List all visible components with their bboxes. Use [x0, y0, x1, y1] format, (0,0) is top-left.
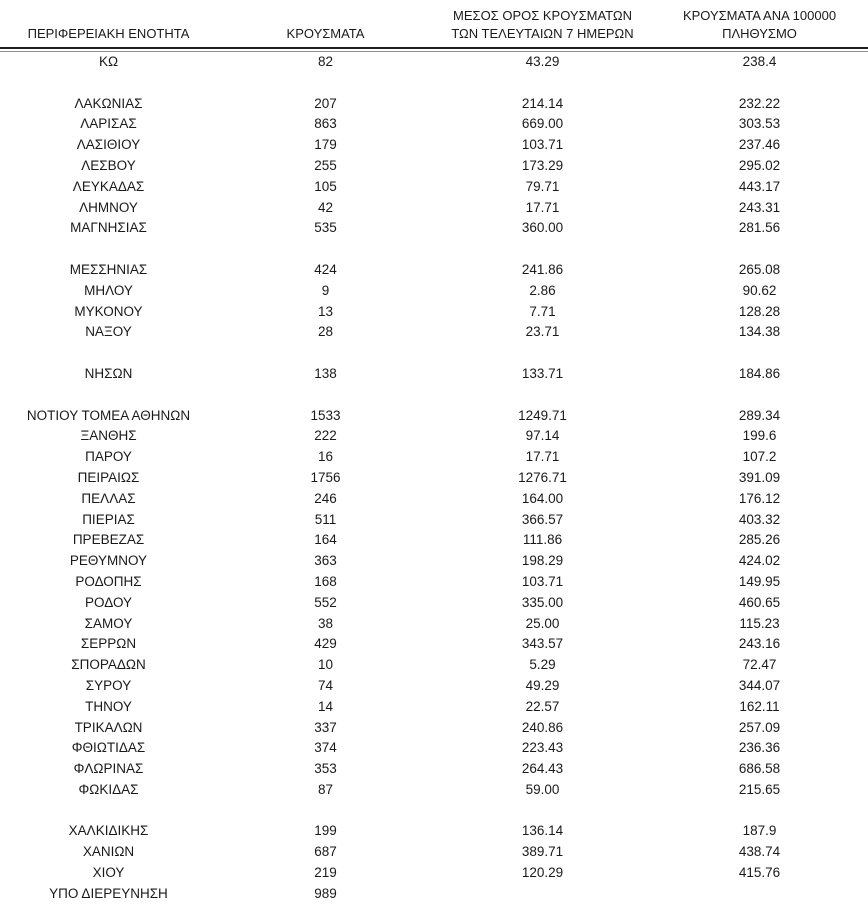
table-row [0, 156, 868, 177]
cell-region: ΣΥΡΟΥ [85, 677, 132, 693]
cell-region [0, 385, 217, 406]
table-row [0, 218, 868, 239]
cell-region: ΧΙΟΥ [92, 865, 125, 881]
col-header-cases-line1: ΚΡΟΥΣΜΑΤΑ [286, 26, 365, 41]
cell-per100k: 438.74 [738, 844, 781, 860]
cell-avg7: 240.86 [521, 719, 564, 735]
cell-cases: 82 [317, 54, 334, 69]
table-row [0, 135, 868, 156]
cell-avg7: 223.43 [521, 740, 564, 756]
table-row [0, 572, 868, 593]
table-row [0, 759, 868, 780]
table-row [0, 302, 868, 323]
col-header-per100k-line2: ΠΛΗΘΥΣΜΟ [722, 26, 797, 41]
cell-region [0, 801, 217, 822]
cell-avg7: 264.43 [521, 761, 564, 777]
cell-cases: 42 [317, 199, 334, 215]
cell-avg7: 198.29 [521, 553, 564, 569]
cell-cases: 863 [314, 116, 337, 132]
cell-cases: 246 [314, 490, 337, 506]
cell-cases: 363 [314, 553, 337, 569]
cell-cases [217, 239, 434, 260]
col-header-avg7-line2: ΤΩΝ ΤΕΛΕΥΤΑΙΩΝ 7 ΗΜΕΡΩΝ [451, 26, 634, 41]
cell-cases: 255 [314, 157, 337, 173]
table-row [0, 177, 868, 198]
table-row [0, 447, 868, 468]
cell-per100k: 424.02 [738, 553, 781, 569]
cell-cases: 337 [314, 719, 337, 735]
cell-cases: 9 [321, 282, 330, 298]
table-row [0, 364, 868, 385]
cell-avg7: 103.71 [521, 137, 564, 153]
cell-avg7: 214.14 [521, 95, 564, 111]
cell-per100k [651, 385, 868, 406]
cell-per100k: 460.65 [738, 594, 781, 610]
cell-avg7: 133.71 [521, 365, 564, 381]
table-row [0, 468, 868, 489]
cell-per100k: 243.31 [738, 199, 781, 215]
cell-region: ΦΩΚΙΔΑΣ [78, 781, 139, 797]
cell-cases: 164 [314, 532, 337, 548]
cell-cases: 511 [314, 511, 337, 527]
cell-region: ΠΕΛΛΑΣ [81, 490, 136, 506]
cell-avg7: 136.14 [521, 823, 564, 839]
cell-per100k: 162.11 [739, 698, 780, 714]
cell-avg7: 111.86 [522, 532, 563, 548]
cell-avg7: 360.00 [521, 220, 564, 236]
cell-avg7: 97.14 [525, 428, 560, 444]
cell-cases: 87 [317, 781, 334, 797]
cell-cases: 207 [314, 95, 337, 111]
cell-avg7: 49.29 [525, 677, 560, 693]
cell-cases: 14 [317, 698, 334, 714]
table-row [0, 863, 868, 884]
table-row [0, 260, 868, 281]
cell-per100k [651, 884, 868, 905]
cell-per100k: 107.2 [742, 449, 777, 465]
cell-region: ΥΠΟ ΔΙΕΡΕΥΝΗΣΗ [49, 885, 168, 901]
cell-per100k: 236.36 [738, 740, 781, 756]
table-row [0, 634, 868, 655]
spacer-row [0, 73, 868, 94]
cell-region [0, 239, 217, 260]
table-row [0, 884, 868, 905]
cell-avg7: 59.00 [525, 781, 560, 797]
table-row [0, 780, 868, 801]
cell-cases [217, 343, 434, 364]
cell-region: ΤΗΝΟΥ [85, 698, 132, 714]
cell-region: ΠΑΡΟΥ [85, 449, 132, 465]
cell-region: ΡΟΔΟΠΗΣ [75, 573, 142, 589]
cell-avg7: 1249.71 [518, 407, 567, 423]
cell-region: ΣΑΜΟΥ [84, 615, 133, 631]
cell-per100k: 285.26 [738, 532, 781, 548]
cell-per100k: 128.28 [738, 303, 781, 319]
cell-cases: 74 [317, 677, 334, 693]
cell-avg7: 43.29 [525, 54, 560, 69]
cell-region: ΧΑΝΙΩΝ [82, 844, 135, 860]
table-row [0, 52, 868, 73]
table-row [0, 530, 868, 551]
cell-region: ΛΑΡΙΣΑΣ [80, 116, 137, 132]
col-header-region-line1: ΠΕΡΙΦΕΡΕΙΑΚΗ ΕΝΟΤΗΤΑ [27, 26, 190, 41]
cell-per100k: 391.09 [738, 469, 781, 485]
cell-region: ΡΕΘΥΜΝΟΥ [69, 553, 148, 569]
col-header-region [0, 25, 217, 47]
cell-region: ΣΠΟΡΑΔΩΝ [71, 657, 146, 673]
cell-avg7: 1276.71 [518, 469, 567, 485]
cell-per100k: 176.12 [738, 490, 781, 506]
cell-cases: 28 [317, 324, 334, 340]
table-row [0, 489, 868, 510]
cell-per100k: 232.22 [738, 95, 781, 111]
cell-region: ΞΑΝΘΗΣ [80, 428, 137, 444]
cell-avg7: 173.29 [521, 157, 564, 173]
col-header-per100k [651, 7, 868, 47]
cell-per100k [651, 801, 868, 822]
cell-per100k: 134.38 [738, 324, 781, 340]
cell-per100k: 115.23 [739, 615, 780, 631]
cell-per100k: 344.07 [738, 677, 781, 693]
col-header-per100k-line1: ΚΡΟΥΣΜΑΤΑ ΑΝΑ 100000 [682, 8, 837, 23]
cell-cases: 535 [314, 220, 337, 236]
cell-per100k: 187.9 [742, 823, 777, 839]
cell-avg7: 7.71 [529, 303, 556, 319]
cell-per100k: 265.08 [738, 261, 781, 277]
cell-per100k: 289.34 [738, 407, 781, 423]
cell-avg7 [434, 884, 651, 905]
cell-cases: 105 [314, 178, 337, 194]
cell-per100k: 215.65 [738, 781, 781, 797]
cell-per100k: 257.09 [738, 719, 781, 735]
cell-cases: 1756 [310, 469, 341, 485]
table-row [0, 655, 868, 676]
table-row [0, 842, 868, 863]
cell-cases: 10 [317, 657, 334, 673]
cell-region: ΛΕΣΒΟΥ [81, 157, 136, 173]
cell-cases: 1533 [310, 407, 341, 423]
cell-cases: 16 [317, 449, 334, 465]
table-row [0, 697, 868, 718]
cell-region: ΜΑΓΝΗΣΙΑΣ [70, 220, 147, 236]
table-row [0, 198, 868, 219]
table-header-row [0, 0, 868, 47]
cell-avg7 [434, 239, 651, 260]
table-row [0, 821, 868, 842]
cell-cases: 222 [314, 428, 337, 444]
cell-cases: 13 [317, 303, 334, 319]
cell-region: ΝΟΤΙΟΥ ΤΟΜΕΑ ΑΘΗΝΩΝ [26, 407, 191, 423]
col-header-cases [217, 25, 434, 47]
cell-per100k [651, 73, 868, 94]
cell-cases: 38 [317, 615, 334, 631]
cell-region: ΠΙΕΡΙΑΣ [82, 511, 135, 527]
cell-cases [217, 385, 434, 406]
cell-region: ΛΗΜΝΟΥ [79, 199, 138, 215]
cell-cases: 199 [314, 823, 337, 839]
table-row [0, 406, 868, 427]
cell-region: ΛΑΣΙΘΙΟΥ [76, 137, 141, 153]
cell-per100k: 295.02 [738, 157, 781, 173]
table-row [0, 322, 868, 343]
cell-per100k: 90.62 [742, 282, 777, 298]
table-row [0, 718, 868, 739]
cell-region [0, 343, 217, 364]
cell-per100k: 149.95 [738, 573, 781, 589]
cell-avg7: 120.29 [521, 865, 564, 881]
cell-region: ΠΕΙΡΑΙΩΣ [77, 469, 140, 485]
spacer-row [0, 239, 868, 260]
cell-per100k: 281.56 [738, 220, 781, 236]
cell-region: ΦΘΙΩΤΙΔΑΣ [71, 740, 146, 756]
table-row [0, 510, 868, 531]
cell-avg7: 23.71 [525, 324, 560, 340]
table-row [0, 614, 868, 635]
cell-per100k: 237.46 [738, 137, 781, 153]
cell-avg7: 79.71 [525, 178, 560, 194]
cell-cases [217, 73, 434, 94]
cell-per100k: 238.4 [742, 54, 777, 69]
cell-region: ΜΥΚΟΝΟΥ [74, 303, 143, 319]
cell-avg7: 669.00 [521, 116, 564, 132]
cell-avg7: 164.00 [521, 490, 564, 506]
cell-region: ΚΩ [98, 54, 119, 69]
cell-per100k: 415.76 [738, 865, 781, 881]
table-row [0, 551, 868, 572]
cell-region: ΛΑΚΩΝΙΑΣ [74, 95, 143, 111]
cell-avg7: 389.71 [521, 844, 564, 860]
table-row [0, 426, 868, 447]
col-header-avg7 [434, 7, 651, 47]
cell-avg7: 335.00 [521, 594, 564, 610]
cell-per100k: 243.16 [738, 636, 781, 652]
cell-cases: 138 [314, 365, 337, 381]
cell-per100k: 72.47 [742, 657, 777, 673]
table-row [0, 676, 868, 697]
cell-avg7 [434, 801, 651, 822]
cell-cases: 353 [314, 761, 337, 777]
cell-region: ΠΡΕΒΕΖΑΣ [72, 532, 145, 548]
cell-per100k [651, 239, 868, 260]
spacer-row [0, 343, 868, 364]
table-row [0, 738, 868, 759]
cell-cases: 424 [314, 261, 337, 277]
cell-per100k: 686.58 [738, 761, 781, 777]
cell-avg7: 2.86 [529, 282, 556, 298]
spacer-row [0, 801, 868, 822]
cell-cases: 168 [314, 573, 337, 589]
cell-region: ΜΗΛΟΥ [84, 282, 133, 298]
cell-region: ΧΑΛΚΙΔΙΚΗΣ [68, 823, 149, 839]
cell-avg7: 241.86 [521, 261, 564, 277]
cell-per100k: 199.6 [742, 428, 777, 444]
cell-region: ΝΗΣΩΝ [84, 365, 133, 381]
cell-avg7: 22.57 [525, 698, 560, 714]
cell-cases: 989 [314, 885, 337, 901]
table-row [0, 593, 868, 614]
cell-region: ΤΡΙΚΑΛΩΝ [74, 719, 143, 735]
cell-avg7: 17.71 [525, 449, 560, 465]
cell-avg7 [434, 385, 651, 406]
cell-avg7: 103.71 [521, 573, 564, 589]
cell-cases: 219 [314, 865, 337, 881]
cell-cases: 179 [314, 137, 337, 153]
cell-cases: 429 [314, 636, 337, 652]
cell-cases: 687 [314, 844, 337, 860]
cell-avg7: 5.29 [529, 657, 556, 673]
cell-avg7 [434, 343, 651, 364]
cell-cases: 374 [314, 740, 337, 756]
cell-avg7: 366.57 [521, 511, 564, 527]
cell-region: ΡΟΔΟΥ [84, 594, 133, 610]
col-header-avg7-line1: ΜΕΣΟΣ ΟΡΟΣ ΚΡΟΥΣΜΑΤΩΝ [453, 8, 632, 23]
cell-per100k [651, 343, 868, 364]
cell-region: ΝΑΞΟΥ [85, 324, 132, 340]
cell-region: ΜΕΣΣΗΝΙΑΣ [69, 261, 148, 277]
cell-avg7: 343.57 [521, 636, 564, 652]
cell-region: ΣΕΡΡΩΝ [80, 636, 137, 652]
table-row [0, 94, 868, 115]
cell-per100k: 184.86 [738, 365, 781, 381]
cell-cases [217, 801, 434, 822]
table-row [0, 281, 868, 302]
cell-region: ΛΕΥΚΑΔΑΣ [72, 178, 145, 194]
spacer-row [0, 385, 868, 406]
cell-cases: 552 [314, 594, 337, 610]
cell-per100k: 303.53 [738, 116, 781, 132]
cell-region: ΦΛΩΡΙΝΑΣ [73, 761, 144, 777]
table-row [0, 114, 868, 135]
cell-avg7: 17.71 [525, 199, 560, 215]
cell-avg7 [434, 73, 651, 94]
table-body [0, 52, 868, 905]
cell-region [0, 73, 217, 94]
cell-per100k: 403.32 [738, 511, 781, 527]
cell-avg7: 25.00 [525, 615, 560, 631]
cell-per100k: 443.17 [738, 178, 781, 194]
